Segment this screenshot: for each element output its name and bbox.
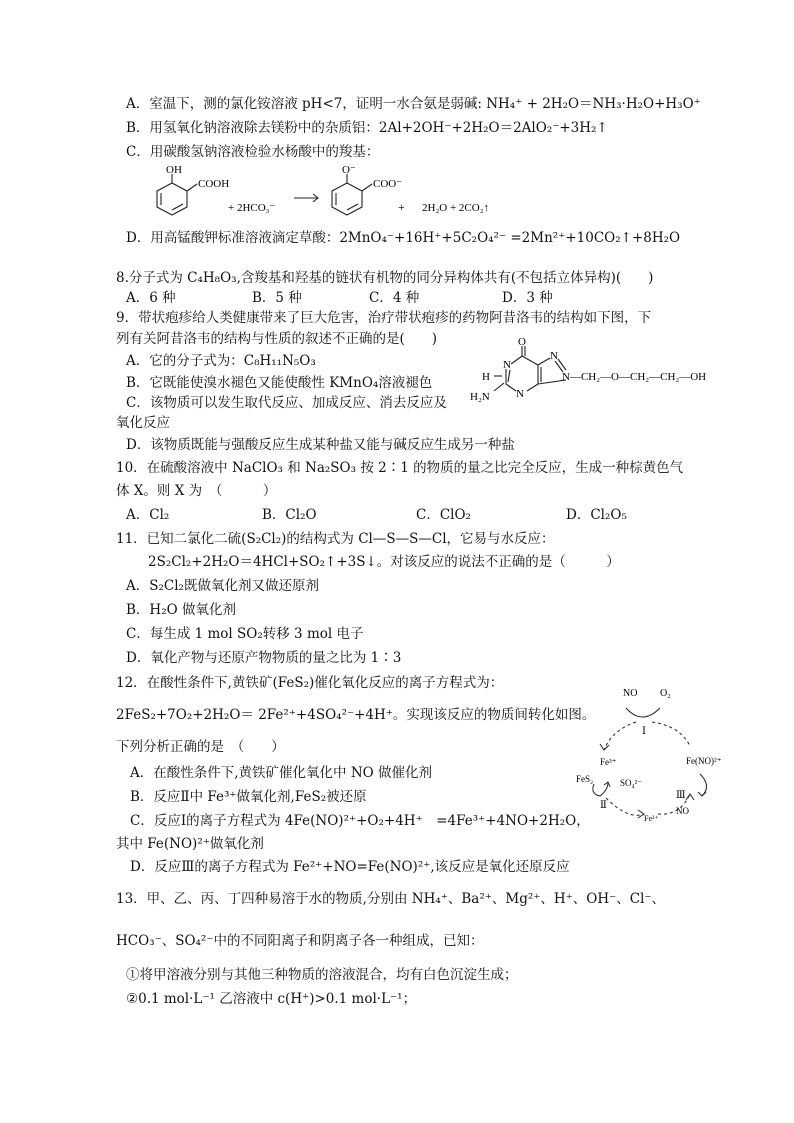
q9-option-b: B．它既能使溴水褪色又能使酸性 KMnO₄溶液褪色: [126, 375, 433, 391]
carbonyl-o-label: O: [518, 336, 526, 348]
q13-stem-line1: 13．甲、乙、丙、丁四种易溶于水的物质,分别由 NH₄⁺、Ba²⁺、Mg²⁺、H⁺、OH⁻、Cl⁻、: [116, 891, 666, 907]
q12-option-c-line2: 其中 Fe(NO)²⁺做氧化剂: [116, 836, 264, 852]
fes2-label: FeS₂: [576, 774, 594, 784]
q11-option-b: B．H₂O 做氧化剂: [126, 602, 236, 618]
q13-stem-line2: HCO₃⁻、SO₄²⁻中的不同阳离子和阴离子各一种组成，已知：: [116, 933, 484, 949]
o-minus-label: O⁻: [342, 164, 356, 176]
q9-option-c-line2: 氧化反应: [116, 415, 170, 431]
cooh-label: COOH: [198, 178, 230, 190]
coo-minus-label: COO⁻: [373, 178, 403, 190]
hco3-label: + 2HCO₃⁻: [228, 202, 276, 214]
no-out-label: NO: [676, 806, 689, 816]
oh-label: OH: [166, 164, 182, 176]
q7-option-b: B．用氢氧化钠溶液除去镁粉中的杂质铝：2Al+2OH⁻+2H₂O＝2AlO₂⁻+3H₂↑: [126, 120, 608, 136]
q7-option-d: D．用高锰酸钾标准溶液滴定草酸：2MnO₄⁻+16H⁺+5C₂O₄²⁻ =2Mn²⁺+10CO₂↑+8H₂O: [126, 230, 681, 246]
ring-n7-label: N: [550, 350, 558, 362]
q9-stem-line2: 列有关阿昔洛韦的结构与性质的叙述不正确的是( ): [116, 331, 438, 347]
q12-stem-line2: 2FeS₂+7O₂+2H₂O＝ 2Fe²⁺+4SO₄²⁻+4H⁺。实现该反应的物质间转化如图。: [116, 707, 596, 723]
q9-option-d: D．该物质既能与强酸反应生成某种盐又能与碱反应生成另一种盐: [126, 437, 515, 453]
q8-option-a: A．6 种: [126, 290, 176, 306]
ring-n3-label: N: [516, 388, 524, 400]
q13-condition-1: ①将甲溶液分别与其他三种物质的溶液混合，均有白色沉淀生成；: [126, 967, 518, 983]
side-chain-label: N—CH₂—O—CH₂—CH₂—OH: [562, 371, 706, 383]
so4-label: SO₄²⁻: [620, 778, 643, 788]
q9-option-c-line1: C．该物质可以发生取代反应、加成反应、消去反应及: [126, 395, 447, 411]
no-in-label: NO: [623, 688, 638, 699]
q8-stem: 8.分子式为 C₄H₈O₃,含羧基和羟基的链状有机物的同分异构体共有(不包括立体异构)( ): [116, 270, 654, 286]
q12-stem-line1: 12．在酸性条件下,黄铁矿(FeS₂)催化氧化反应的离子方程式为：: [116, 675, 504, 691]
q10-stem-line2: 体 X。则 X 为 （ ）: [116, 483, 277, 499]
fe3-label: Fe³⁺: [600, 757, 617, 767]
q7-option-a: A．室温下，测的氯化铵溶液 pH<7，证明一水合氨是弱碱: NH₄⁺ + 2H₂O＝NH₃·H₂O+H₃O⁺: [126, 96, 701, 112]
q10-option-c: C．ClO₂: [416, 507, 471, 523]
q10-option-a: A．Cl₂: [126, 507, 170, 523]
fe2-label: Fe²⁺: [644, 814, 659, 823]
q9-stem-line1: 9．带状疱疹给人类健康带来了巨大危害，治疗带状疱疹的药物阿昔洛韦的结构如下图，下: [116, 310, 652, 326]
q11-stem-line2: 2S₂Cl₂+2H₂O＝4HCl+SO₂↑+3S↓。对该反应的说法不正确的是（ ）: [148, 554, 620, 570]
reaction-iii-label: Ⅲ: [676, 790, 686, 801]
q12-option-c-line1: C．反应Ⅰ的离子方程式为 4Fe(NO)²⁺+O₂+4H⁺ =4Fe³⁺+4NO+2H₂O，: [130, 813, 590, 829]
acyclovir-structure: [470, 336, 706, 416]
q12-option-b: B．反应Ⅱ中 Fe³⁺做氧化剂,FeS₂被还原: [130, 789, 367, 805]
q8-option-c: C．4 种: [369, 290, 420, 306]
q10-option-d: D．Cl₂O₅: [566, 507, 627, 523]
reaction-ii-label: Ⅱ: [600, 800, 607, 811]
q11-stem-line1: 11．已知二氯化二硫(S₂Cl₂)的结构式为 Cl—S—S—Cl，它易与水反应：: [116, 531, 555, 547]
pyrite-cycle-diagram: [576, 686, 760, 836]
q11-option-d: D．氧化产物与还原产物物质的量之比为 1∶3: [126, 650, 402, 666]
q12-stem-line3: 下列分析正确的是 （ ）: [116, 739, 285, 755]
q10-stem-line1: 10．在硫酸溶液中 NaClO₃ 和 Na₂SO₃ 按 2∶1 的物质的量之比完全反应，生成一种棕黄色气: [116, 460, 684, 476]
h2n-label: H₂N: [470, 391, 490, 403]
salicylic-acid-reaction: [148, 162, 520, 224]
q12-option-d: D．反应Ⅲ的离子方程式为 Fe²⁺+NO=Fe(NO)²⁺,该反应是氧化还原反应: [130, 859, 570, 875]
q13-condition-2: ②0.1 mol·L⁻¹ 乙溶液中 c(H⁺)>0.1 mol·L⁻¹；: [126, 991, 417, 1007]
q12-option-a: A．在酸性条件下,黄铁矿催化氧化中 NO 做催化剂: [130, 765, 433, 781]
plus-label: +: [398, 200, 405, 214]
q11-option-c: C．每生成 1 mol SO₂转移 3 mol 电子: [126, 626, 364, 642]
feno-label: Fe(NO)²⁺: [686, 756, 722, 766]
q8-option-d: D．3 种: [502, 290, 553, 306]
q11-option-a: A．S₂Cl₂既做氧化剂又做还原剂: [126, 578, 319, 594]
q9-option-a: A．它的分子式为：C₈H₁₁N₅O₃: [126, 353, 316, 369]
o2-in-label: O₂: [660, 688, 671, 699]
reaction-i-label: Ⅰ: [642, 726, 646, 737]
nh-h-label: H: [482, 371, 490, 383]
products-label: 2H₂O + 2CO₂↑: [422, 202, 490, 214]
ring-n1-label: N: [503, 359, 511, 371]
q8-option-b: B．5 种: [252, 290, 302, 306]
q7-option-c: C．用碳酸氢钠溶液检验水杨酸中的羧基：: [126, 144, 380, 160]
q10-option-b: B．Cl₂O: [262, 507, 317, 523]
